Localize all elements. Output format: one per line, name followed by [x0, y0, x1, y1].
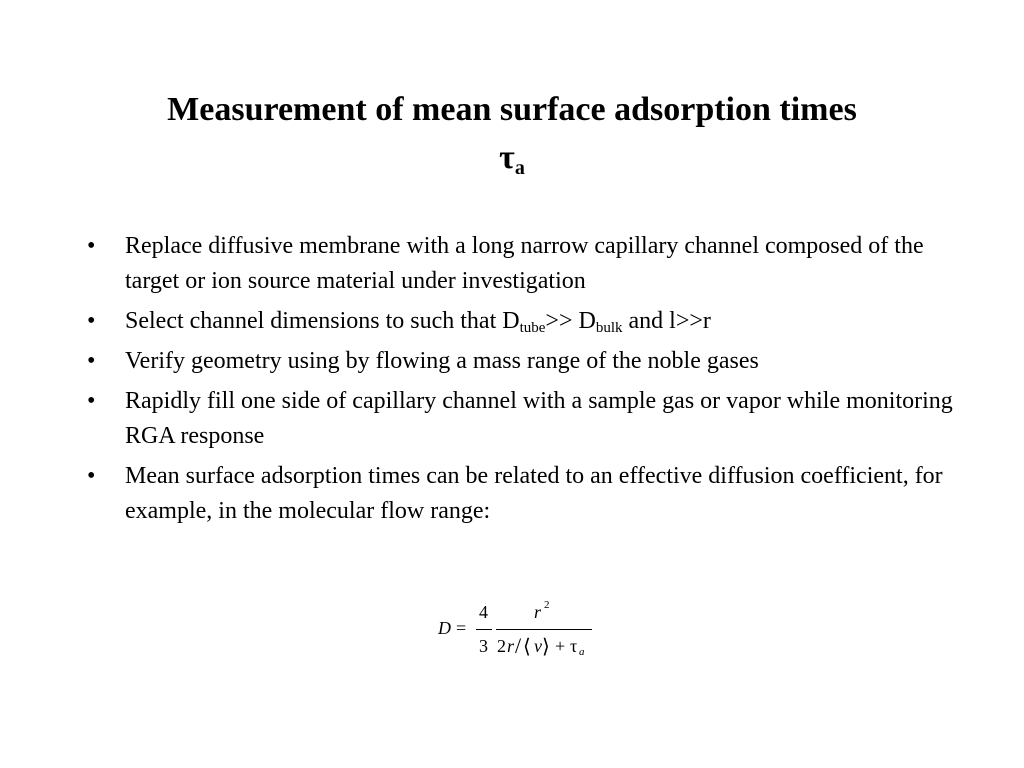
formula-frac1-numerator: 4 [479, 602, 488, 622]
bullet-item [87, 304, 957, 339]
formula-frac1-denominator: 3 [479, 636, 488, 656]
formula-exponent: 2 [544, 599, 550, 611]
bullet-item [87, 459, 957, 529]
bullet-item [87, 229, 957, 299]
bullet-dot: • [87, 463, 96, 489]
title-tau-subscript: a [514, 157, 525, 179]
formula-frac2-numerator: r [534, 602, 542, 622]
formula-equals: = [456, 618, 467, 638]
bullet-item [87, 344, 957, 379]
formula-den-v: v [534, 636, 542, 656]
bullet-item [87, 384, 957, 454]
formula-frac1-bar [476, 629, 492, 630]
bullet-text-mid: >> D [545, 308, 596, 334]
diffusion-formula [436, 598, 596, 668]
formula-frac2-bar [496, 629, 592, 630]
bullet-dot: • [87, 348, 96, 374]
formula-den-tau-subscript: a [579, 646, 585, 658]
formula-den-slash: / [515, 633, 522, 658]
bullet-list [87, 229, 957, 534]
title-text: Measurement of mean surface adsorption times [167, 91, 857, 128]
title-tau: τ [499, 139, 515, 176]
bullet-text: Rapidly fill one side of capillary channel with a sample gas or vapor while monitoring RGA response [125, 388, 953, 449]
bullet-text: Verify geometry using by flowing a mass range of the noble gases [125, 348, 759, 374]
bullet-text: Replace diffusive membrane with a long narrow capillary channel composed of the target or ion source material under investigation [125, 233, 924, 294]
formula-den-tau: τ [570, 636, 578, 656]
bullet-dot: • [87, 308, 96, 334]
bullet-text-pre: Select channel dimensions to such that D [125, 308, 520, 334]
slide-title [60, 86, 964, 182]
formula-den-coeff: 2 [497, 636, 506, 656]
bullet-dot: • [87, 388, 96, 414]
bullet-text: Mean surface adsorption times can be related to an effective diffusion coefficient, for example, in the molecular flow range: [125, 463, 943, 524]
bullet-text-post: and l>>r [622, 308, 711, 334]
formula-den-rangle: ⟩ [542, 636, 550, 658]
formula-den-r: r [507, 636, 515, 656]
formula-den-plus: + [555, 636, 566, 656]
formula-den-langle: ⟨ [523, 636, 531, 658]
formula-lhs: D [438, 618, 451, 638]
title-symbol [60, 134, 964, 182]
bullet-dot: • [87, 233, 96, 259]
subscript-tube: tube [519, 320, 546, 336]
subscript-bulk: bulk [595, 320, 623, 336]
